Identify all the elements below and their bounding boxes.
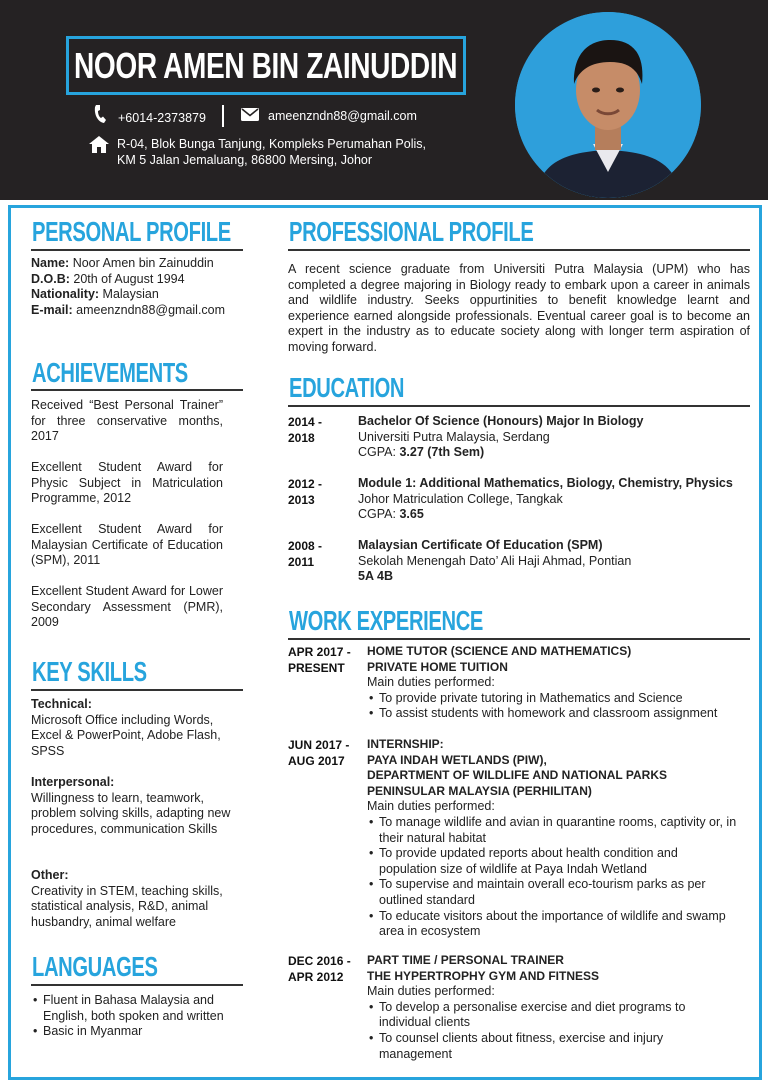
dob-value: 20th of August 1994 (69, 271, 185, 286)
language-item: • Fluent in Bahasa Malaysia and English, both spoken and written (31, 993, 243, 1024)
achievements-title: ACHIEVEMENTS (32, 357, 188, 388)
other-label: Other: (31, 868, 69, 882)
interpersonal-skills (31, 775, 245, 837)
dob-label: D.O.B: (31, 271, 70, 286)
interpersonal-label: Interpersonal: (31, 775, 115, 789)
work-date: DEC 2016 - APR 2012 (288, 954, 351, 984)
languages-list (31, 993, 243, 1040)
duty-item: • To supervise and maintain overall eco-tourism parks as per outlined standard (367, 877, 747, 908)
personal-profile-details (31, 256, 251, 318)
contact-separator (222, 105, 224, 127)
education-date: 2008 - 2011 (288, 539, 323, 569)
duties-label: Main duties performed: (367, 984, 495, 999)
work-entry (367, 737, 757, 940)
technical-label: Technical: (31, 697, 92, 711)
organisation: PRIVATE HOME TUITION (367, 659, 508, 674)
organisation-department: DEPARTMENT OF WILDLIFE AND NATIONAL PARKS PENINSULAR MALAYSIA (PERHILITAN) (367, 768, 667, 798)
duty-item: • To manage wildlife and avian in quarantine rooms, captivity or, in their natural habitat (367, 815, 757, 846)
address-line-1: R-04, Blok Bunga Tanjung, Kompleks Perumahan Polis, (117, 137, 426, 151)
school: Universiti Putra Malaysia, Serdang (358, 429, 550, 444)
technical-skills (31, 697, 243, 759)
language-item: • Basic in Myanmar (31, 1024, 243, 1040)
phone-icon (93, 104, 107, 124)
home-icon (89, 136, 109, 153)
professional-profile-text: A recent science graduate from Universiti Putra Malaysia (UPM) who has completed a degree majoring in Biology ready to embark upon a career in animals and wildlife industry. Seeks oppurtinities to benefit knowledge learnt and experience earned alongside professionals. Eventual career goal is to become an expert in the industry as to educate society along with longer term aspiration of moving forward. (288, 262, 750, 354)
education-date: 2012 - 2013 (288, 477, 323, 507)
duty-item: • To educate visitors about the importance of wildlife and swamp area in ecosystem (367, 909, 737, 940)
languages-title: LANGUAGES (32, 951, 158, 982)
education-entry (358, 414, 753, 461)
education-rule (288, 405, 750, 407)
achievement-item: Excellent Student Award for Physic Subject in Matriculation Programme, 2012 (31, 460, 223, 505)
grade: 5A 4B (358, 569, 393, 584)
achievement-item: Received “Best Personal Trainer” for three conservative months, 2017 (31, 398, 223, 443)
professional-profile-title: PROFESSIONAL PROFILE (289, 216, 534, 247)
languages-rule (31, 984, 243, 986)
duties-label: Main duties performed: (367, 675, 495, 690)
email-address: ameenzndn88@gmail.com (268, 109, 417, 123)
key-skills-rule (31, 689, 243, 691)
role: PART TIME / PERSONAL TRAINER (367, 953, 564, 967)
duty-item: • To provide updated reports about health condition and population size of wildlife at Paya Indah Wetland (367, 846, 737, 877)
duty-item: • To counsel clients about fitness, exercise and injury management (367, 1031, 707, 1062)
name-label: Name: (31, 256, 70, 270)
achievements-rule (31, 389, 243, 391)
duties-label: Main duties performed: (367, 799, 495, 814)
school: Sekolah Menengah Dato’ Ali Haji Ahmad, Pontian (358, 553, 632, 568)
education-entry (358, 538, 753, 585)
interpersonal-text: Willingness to learn, teamwork, problem solving skills, adapting new procedures, communication Skills (31, 790, 231, 836)
degree: Module 1: Additional Mathematics, Biology, Chemistry, Physics (358, 476, 733, 490)
personal-profile-rule (31, 249, 243, 251)
organisation: THE HYPERTROPHY GYM AND FITNESS (367, 968, 600, 983)
profile-photo (515, 12, 701, 198)
work-entry (367, 644, 757, 722)
degree: Malaysian Certificate Of Education (SPM) (358, 538, 603, 552)
address-line-2: KM 5 Jalan Jemaluang, 86800 Mersing, Johor (117, 153, 373, 167)
name-box (66, 36, 466, 95)
school: Johor Matriculation College, Tangkak (358, 491, 563, 506)
personal-profile-title: PERSONAL PROFILE (32, 216, 231, 247)
work-experience-rule (288, 638, 750, 640)
grade: CGPA: 3.65 (358, 507, 424, 522)
professional-profile-rule (288, 249, 750, 251)
grade: CGPA: 3.27 (7th Sem) (358, 445, 485, 460)
degree: Bachelor Of Science (Honours) Major In Biology (358, 414, 644, 428)
nationality-label: Nationality: (31, 287, 100, 301)
achievement-item: Excellent Student Award for Malaysian Certificate of Education (SPM), 2011 (31, 522, 223, 567)
other-text: Creativity in STEM, teaching skills, statistical analysis, R&D, animal husbandry, animal welfare (31, 883, 223, 929)
header-banner (0, 0, 768, 200)
other-skills (31, 868, 245, 930)
duty-item: • To provide private tutoring in Mathematics and Science (367, 691, 757, 707)
phone-number: +6014-2373879 (118, 111, 206, 125)
education-entry (358, 476, 758, 523)
organisation: PAYA INDAH WETLANDS (PIW), (367, 752, 547, 767)
nationality-value: Malaysian (99, 287, 159, 301)
work-date: JUN 2017 - AUG 2017 (288, 738, 350, 768)
technical-text: Microsoft Office including Words, Excel & PowerPoint, Adobe Flash, SPSS (31, 712, 221, 758)
education-date: 2014 - 2018 (288, 415, 323, 445)
duty-item: • To assist students with homework and classroom assignment (367, 706, 757, 722)
full-name: NOOR AMEN BIN ZAINUDDIN (74, 44, 458, 86)
role: INTERNSHIP: (367, 737, 444, 751)
email-value: ameenzndn88@gmail.com (72, 302, 226, 317)
mail-icon (241, 108, 259, 121)
person-portrait-icon (515, 12, 701, 198)
education-title: EDUCATION (289, 372, 405, 403)
duty-item: • To develop a personalise exercise and diet programs to individual clients (367, 1000, 737, 1031)
name-value: Noor Amen bin Zainuddin (69, 256, 214, 270)
role: HOME TUTOR (SCIENCE AND MATHEMATICS) (367, 644, 632, 658)
achievement-item: Excellent Student Award for Lower Secondary Assessment (PMR), 2009 (31, 584, 223, 629)
work-experience-title: WORK EXPERIENCE (289, 605, 483, 636)
email-label: E-mail: (31, 302, 73, 317)
work-entry (367, 953, 757, 1062)
work-date: APR 2017 - PRESENT (288, 645, 351, 675)
key-skills-title: KEY SKILLS (32, 656, 147, 687)
